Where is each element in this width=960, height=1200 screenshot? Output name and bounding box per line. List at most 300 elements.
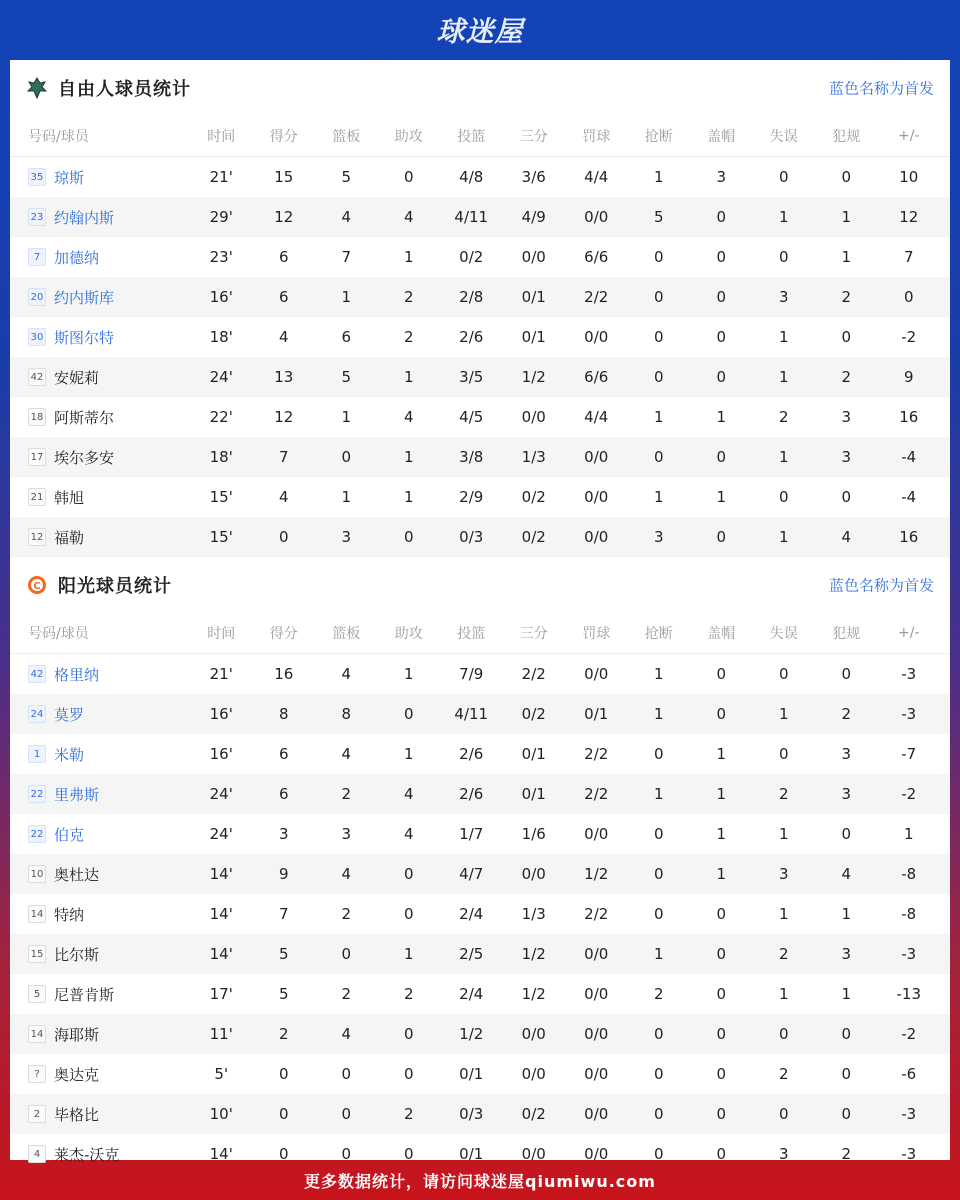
stat-cell: 4 xyxy=(341,665,352,683)
stat-cell: 0 xyxy=(716,288,727,306)
stat-cell: 4 xyxy=(341,865,352,883)
player-row[interactable] xyxy=(10,317,950,357)
stat-cell: 0 xyxy=(403,865,414,883)
stat-cell: 0/0 xyxy=(584,1065,609,1083)
stat-cell: 4 xyxy=(841,528,852,546)
stat-cell: 3 xyxy=(653,528,664,546)
stat-cell: 4/11 xyxy=(454,705,489,723)
stat-cell: 3 xyxy=(778,865,789,883)
stat-cell: 0/1 xyxy=(521,328,546,346)
stat-cell: 0 xyxy=(778,168,789,186)
stat-cell: 1 xyxy=(716,488,727,506)
stat-cell: 0/1 xyxy=(584,705,609,723)
jersey-number: 18 xyxy=(28,408,46,426)
stat-cell: 0 xyxy=(716,448,727,466)
stat-cell: 1 xyxy=(778,825,789,843)
stat-cell: 1 xyxy=(778,985,789,1003)
stat-cell: 0 xyxy=(653,1105,664,1123)
stat-cell: 1 xyxy=(778,368,789,386)
stat-cell: 0 xyxy=(841,168,852,186)
player-name[interactable]: 福勒 xyxy=(54,528,85,547)
stat-cell: -4 xyxy=(901,488,917,506)
stat-cell: 2 xyxy=(778,785,789,803)
player-row[interactable] xyxy=(10,694,950,734)
player-cell xyxy=(10,247,190,268)
stat-cell: 2 xyxy=(341,905,352,923)
stat-cell: 2 xyxy=(403,288,414,306)
player-name[interactable]: 斯图尔特 xyxy=(54,328,115,347)
column-header: 投篮 xyxy=(457,626,486,642)
stat-cell: 10 xyxy=(899,168,919,186)
stat-cell: 2/6 xyxy=(459,328,484,346)
stat-cell: 1 xyxy=(403,248,414,266)
stat-cell: 2 xyxy=(403,985,414,1003)
stat-cell: 0/0 xyxy=(584,448,609,466)
stat-cell: 6 xyxy=(341,328,352,346)
stat-cell: 21' xyxy=(209,168,233,186)
stat-cell: 3 xyxy=(841,785,852,803)
column-header: 盖帽 xyxy=(707,129,736,145)
stat-cell: 2/4 xyxy=(459,985,484,1003)
stat-cell: 15' xyxy=(209,488,233,506)
stat-cell: 0/0 xyxy=(521,1025,546,1043)
stat-cell: 0 xyxy=(653,328,664,346)
stat-cell: 0 xyxy=(716,665,727,683)
stat-cell: 16 xyxy=(274,665,294,683)
stat-cell: 0/1 xyxy=(459,1145,484,1163)
stat-cell: 4 xyxy=(341,208,352,226)
player-name[interactable]: 奥杜达 xyxy=(54,865,100,884)
team-section xyxy=(10,60,950,557)
stat-cell: 0 xyxy=(653,905,664,923)
stat-cell: 6 xyxy=(278,785,289,803)
player-cell xyxy=(10,1024,190,1045)
player-cell xyxy=(10,784,190,805)
jersey-number: 30 xyxy=(28,328,46,346)
stat-cell: 5 xyxy=(278,985,289,1003)
column-header: 三分 xyxy=(519,626,548,642)
column-header: 助攻 xyxy=(394,626,423,642)
player-name[interactable]: 安妮莉 xyxy=(54,368,100,387)
team-title: 阳光球员统计 xyxy=(58,576,172,597)
stat-cell: 0/0 xyxy=(584,1105,609,1123)
stat-cell: 3 xyxy=(841,448,852,466)
stat-cell: 16 xyxy=(899,528,919,546)
stat-cell: -8 xyxy=(901,905,917,923)
stat-cell: 1 xyxy=(716,745,727,763)
stat-cell: 1/3 xyxy=(521,448,546,466)
stat-cell: 2/6 xyxy=(459,785,484,803)
stat-cell: 2/2 xyxy=(584,785,609,803)
stat-cell: 1 xyxy=(403,488,414,506)
svg-text:C: C xyxy=(33,581,41,592)
stat-cell: 2 xyxy=(841,368,852,386)
stat-cell: 0 xyxy=(716,945,727,963)
stat-cell: 1 xyxy=(403,945,414,963)
jersey-number: 42 xyxy=(28,368,46,386)
player-name[interactable]: 琼斯 xyxy=(54,168,85,187)
player-row[interactable] xyxy=(10,437,950,477)
team-section xyxy=(10,557,950,1174)
stat-cell: 4/8 xyxy=(459,168,484,186)
player-name[interactable]: 比尔斯 xyxy=(54,945,100,964)
stat-cell: 0 xyxy=(716,1145,727,1163)
stat-cell: -4 xyxy=(901,448,917,466)
stat-cell: 2 xyxy=(403,328,414,346)
stat-cell: 1 xyxy=(778,528,789,546)
stat-cell: 7 xyxy=(903,248,914,266)
stat-cell: 0 xyxy=(778,248,789,266)
stat-cell: 6 xyxy=(278,248,289,266)
stat-cell: -2 xyxy=(901,785,917,803)
stat-cell: 1 xyxy=(653,945,664,963)
column-header: 篮板 xyxy=(332,626,361,642)
stat-cell: 18' xyxy=(209,328,233,346)
player-row[interactable] xyxy=(10,654,950,694)
stat-cell: 0 xyxy=(841,328,852,346)
stat-cell: 1 xyxy=(653,168,664,186)
column-header: 三分 xyxy=(519,129,548,145)
stat-cell: 3 xyxy=(841,945,852,963)
player-name[interactable]: 阿斯蒂尔 xyxy=(54,408,115,427)
column-header: 投篮 xyxy=(457,129,486,145)
player-row[interactable] xyxy=(10,1094,950,1134)
stat-cell: 0 xyxy=(653,825,664,843)
player-row[interactable] xyxy=(10,974,950,1014)
stat-cell: 2 xyxy=(341,985,352,1003)
jersey-number: 24 xyxy=(28,705,46,723)
stat-cell: 4/5 xyxy=(459,408,484,426)
stat-cell: 0/0 xyxy=(584,1145,609,1163)
stat-cell: 4 xyxy=(341,745,352,763)
stat-cell: 1/2 xyxy=(584,865,609,883)
jersey-number: 14 xyxy=(28,1025,46,1043)
stat-cell: 1 xyxy=(403,368,414,386)
stat-cell: 0 xyxy=(403,905,414,923)
stat-cell: 4/11 xyxy=(454,208,489,226)
stat-cell: 21' xyxy=(209,665,233,683)
player-name[interactable]: 莱杰-沃克 xyxy=(54,1145,120,1164)
stat-cell: 0 xyxy=(778,745,789,763)
stat-cell: 24' xyxy=(209,785,233,803)
stat-cell: 0 xyxy=(341,945,352,963)
column-header: 罚球 xyxy=(582,129,611,145)
player-cell xyxy=(10,447,190,468)
player-row[interactable] xyxy=(10,934,950,974)
jersey-number: 12 xyxy=(28,528,46,546)
stat-cell: 12 xyxy=(274,208,294,226)
column-header: 得分 xyxy=(269,129,298,145)
jersey-number: 22 xyxy=(28,785,46,803)
player-row[interactable] xyxy=(10,774,950,814)
stat-cell: 24' xyxy=(209,825,233,843)
stat-cell: 2/2 xyxy=(584,745,609,763)
player-row[interactable] xyxy=(10,1014,950,1054)
stat-cell: -7 xyxy=(901,745,917,763)
stat-cell: 0 xyxy=(841,825,852,843)
stat-cell: 0 xyxy=(716,905,727,923)
stat-cell: 0 xyxy=(278,1105,289,1123)
jersey-number: 4 xyxy=(28,1145,46,1163)
stat-cell: 0 xyxy=(403,528,414,546)
stat-cell: 0/2 xyxy=(521,705,546,723)
stat-cell: 2/2 xyxy=(584,905,609,923)
column-header: 篮板 xyxy=(332,129,361,145)
stat-cell: 0 xyxy=(716,705,727,723)
stat-cell: 3/5 xyxy=(459,368,484,386)
stats-card xyxy=(10,60,950,1164)
stat-cell: 0/0 xyxy=(521,408,546,426)
stat-cell: 1 xyxy=(841,248,852,266)
stat-cell: 1/2 xyxy=(521,368,546,386)
team-header xyxy=(10,557,950,613)
player-row[interactable] xyxy=(10,854,950,894)
stat-cell: 6 xyxy=(278,745,289,763)
stat-cell: 1 xyxy=(778,328,789,346)
stat-cell: 2 xyxy=(403,1105,414,1123)
stat-cell: 0 xyxy=(653,288,664,306)
column-header-row xyxy=(10,116,950,157)
starter-legend: 蓝色名称为首发 xyxy=(828,79,934,98)
stat-cell: 2 xyxy=(841,705,852,723)
stat-cell: 3 xyxy=(278,825,289,843)
stat-cell: 1 xyxy=(403,745,414,763)
stat-cell: 1 xyxy=(341,488,352,506)
stat-cell: 1 xyxy=(841,905,852,923)
stat-cell: 4 xyxy=(403,408,414,426)
player-row[interactable] xyxy=(10,814,950,854)
stat-cell: 1/2 xyxy=(459,1025,484,1043)
stat-cell: 22' xyxy=(209,408,233,426)
player-cell xyxy=(10,487,190,508)
player-cell xyxy=(10,327,190,348)
stat-cell: 0 xyxy=(653,1065,664,1083)
stat-cell: 0 xyxy=(716,368,727,386)
stat-cell: 4 xyxy=(841,865,852,883)
stat-cell: 0/2 xyxy=(521,528,546,546)
stat-cell: 6 xyxy=(278,288,289,306)
player-cell xyxy=(10,287,190,308)
stat-cell: 13 xyxy=(274,368,294,386)
stat-cell: 18' xyxy=(209,448,233,466)
column-header: 抢断 xyxy=(644,626,673,642)
player-row[interactable] xyxy=(10,197,950,237)
stat-cell: 0/0 xyxy=(584,945,609,963)
player-row[interactable] xyxy=(10,1054,950,1094)
stat-cell: 4/4 xyxy=(584,408,609,426)
jersey-number: 21 xyxy=(28,488,46,506)
stat-cell: 0 xyxy=(841,665,852,683)
stat-cell: 1 xyxy=(903,825,914,843)
stat-cell: 1/3 xyxy=(521,905,546,923)
stat-cell: 0 xyxy=(653,368,664,386)
stat-cell: 0/0 xyxy=(584,1025,609,1043)
jersey-number: ? xyxy=(28,1065,46,1083)
stat-cell: 14' xyxy=(209,1145,233,1163)
stat-cell: 0 xyxy=(278,1065,289,1083)
player-row[interactable] xyxy=(10,237,950,277)
stat-cell: 0/0 xyxy=(584,528,609,546)
stat-cell: -3 xyxy=(901,1145,917,1163)
stat-cell: 14' xyxy=(209,945,233,963)
stat-cell: 4/4 xyxy=(584,168,609,186)
stat-cell: 3 xyxy=(841,408,852,426)
player-row[interactable] xyxy=(10,734,950,774)
stat-cell: 2/9 xyxy=(459,488,484,506)
stat-cell: 14' xyxy=(209,905,233,923)
player-name[interactable]: 海耶斯 xyxy=(54,1025,100,1044)
player-row[interactable] xyxy=(10,277,950,317)
player-name[interactable]: 约内斯库 xyxy=(54,288,115,307)
column-header-row xyxy=(10,613,950,654)
stat-cell: 0/1 xyxy=(521,288,546,306)
footer-banner[interactable]: 更多数据统计，请访问球迷屋qiumiwu.com xyxy=(304,1171,656,1191)
stat-cell: 2 xyxy=(653,985,664,1003)
player-name[interactable]: 米勒 xyxy=(54,745,85,764)
jersey-number: 1 xyxy=(28,745,46,763)
stat-cell: 0 xyxy=(653,248,664,266)
stat-cell: 0/1 xyxy=(521,745,546,763)
stat-cell: 4 xyxy=(341,1025,352,1043)
player-row[interactable] xyxy=(10,894,950,934)
stat-cell: 0 xyxy=(278,1145,289,1163)
player-cell xyxy=(10,944,190,965)
stat-cell: 0 xyxy=(716,1105,727,1123)
stat-cell: 0 xyxy=(403,1145,414,1163)
player-name[interactable]: 奥达克 xyxy=(54,1065,100,1084)
jersey-number: 35 xyxy=(28,168,46,186)
stat-cell: -3 xyxy=(901,945,917,963)
stat-cell: 0/0 xyxy=(521,248,546,266)
stat-cell: -6 xyxy=(901,1065,917,1083)
stat-cell: 0 xyxy=(716,528,727,546)
brand-logo: 球迷屋 xyxy=(436,15,524,48)
team-header xyxy=(10,60,950,116)
stat-cell: 1 xyxy=(653,408,664,426)
stat-cell: 0/0 xyxy=(584,488,609,506)
stat-cell: 0 xyxy=(716,1065,727,1083)
stat-cell: 2/4 xyxy=(459,905,484,923)
player-name[interactable]: 韩旭 xyxy=(54,488,85,507)
stat-cell: -8 xyxy=(901,865,917,883)
stat-cell: 2/5 xyxy=(459,945,484,963)
player-name[interactable]: 里弗斯 xyxy=(54,785,100,804)
player-name[interactable]: 莫罗 xyxy=(54,705,85,724)
player-name[interactable]: 毕格比 xyxy=(54,1105,100,1124)
column-header: 抢断 xyxy=(644,129,673,145)
column-header: 时间 xyxy=(207,129,236,145)
stat-cell: 0 xyxy=(716,208,727,226)
stat-cell: 0/0 xyxy=(584,328,609,346)
stat-cell: 3 xyxy=(341,528,352,546)
stat-cell: 2/2 xyxy=(521,665,546,683)
jersey-number: 10 xyxy=(28,865,46,883)
player-row[interactable] xyxy=(10,397,950,437)
player-row[interactable] xyxy=(10,517,950,557)
stat-cell: 5 xyxy=(278,945,289,963)
player-name[interactable]: 格里纳 xyxy=(54,665,100,684)
stat-cell: 24' xyxy=(209,368,233,386)
stat-cell: 0/1 xyxy=(521,785,546,803)
player-name[interactable]: 特纳 xyxy=(54,905,85,924)
stat-cell: 0 xyxy=(841,1065,852,1083)
player-cell xyxy=(10,744,190,765)
stat-cell: 0 xyxy=(278,528,289,546)
stat-cell: 2/8 xyxy=(459,288,484,306)
stat-cell: 5' xyxy=(214,1065,229,1083)
player-row[interactable] xyxy=(10,477,950,517)
jersey-number: 17 xyxy=(28,448,46,466)
player-name[interactable]: 埃尔多安 xyxy=(54,448,115,467)
column-header: 时间 xyxy=(207,626,236,642)
stat-cell: 3 xyxy=(716,168,727,186)
stat-cell: 0 xyxy=(716,248,727,266)
player-cell xyxy=(10,904,190,925)
stat-cell: 0 xyxy=(653,1025,664,1043)
stat-cell: 3/6 xyxy=(521,168,546,186)
stat-cell: 0/0 xyxy=(521,1145,546,1163)
stat-cell: -3 xyxy=(901,665,917,683)
player-cell xyxy=(10,367,190,388)
stat-cell: 5 xyxy=(341,368,352,386)
team-sections xyxy=(10,60,950,1174)
stat-cell: 3 xyxy=(778,1145,789,1163)
stat-cell: 0 xyxy=(403,1025,414,1043)
stat-cell: 1 xyxy=(716,408,727,426)
player-name[interactable]: 尼普肯斯 xyxy=(54,985,115,1004)
stat-cell: 16 xyxy=(899,408,919,426)
stat-cell: 4/7 xyxy=(459,865,484,883)
player-name[interactable]: 加德纳 xyxy=(54,248,100,267)
stat-cell: 0 xyxy=(653,448,664,466)
stat-cell: 16' xyxy=(209,745,233,763)
stat-cell: 1 xyxy=(716,865,727,883)
jersey-number: 42 xyxy=(28,665,46,683)
stat-cell: 0/2 xyxy=(459,248,484,266)
stat-cell: 7/9 xyxy=(459,665,484,683)
stat-cell: 4 xyxy=(278,488,289,506)
stat-cell: -13 xyxy=(896,985,921,1003)
player-name[interactable]: 约翰内斯 xyxy=(54,208,115,227)
stat-cell: 1 xyxy=(841,208,852,226)
stat-cell: 2 xyxy=(778,945,789,963)
player-name[interactable]: 伯克 xyxy=(54,825,85,844)
column-header: 号码/球员 xyxy=(28,129,89,145)
player-row[interactable] xyxy=(10,357,950,397)
stat-cell: 1 xyxy=(653,705,664,723)
stat-cell: 4/9 xyxy=(521,208,546,226)
stat-cell: 1 xyxy=(653,665,664,683)
stat-cell: -2 xyxy=(901,1025,917,1043)
stat-cell: 9 xyxy=(903,368,914,386)
stat-cell: 1/7 xyxy=(459,825,484,843)
stat-cell: 5 xyxy=(341,168,352,186)
player-row[interactable] xyxy=(10,157,950,197)
stat-cell: 0 xyxy=(716,328,727,346)
stat-cell: 1 xyxy=(778,208,789,226)
player-cell xyxy=(10,527,190,548)
stat-cell: 14' xyxy=(209,865,233,883)
player-cell xyxy=(10,864,190,885)
stat-cell: 0 xyxy=(653,865,664,883)
jersey-number: 2 xyxy=(28,1105,46,1123)
stat-cell: 0 xyxy=(841,1025,852,1043)
stat-cell: 15' xyxy=(209,528,233,546)
stat-cell: 10' xyxy=(209,1105,233,1123)
stat-cell: 7 xyxy=(341,248,352,266)
stat-cell: 1 xyxy=(841,985,852,1003)
sun-logo-icon xyxy=(26,574,48,596)
